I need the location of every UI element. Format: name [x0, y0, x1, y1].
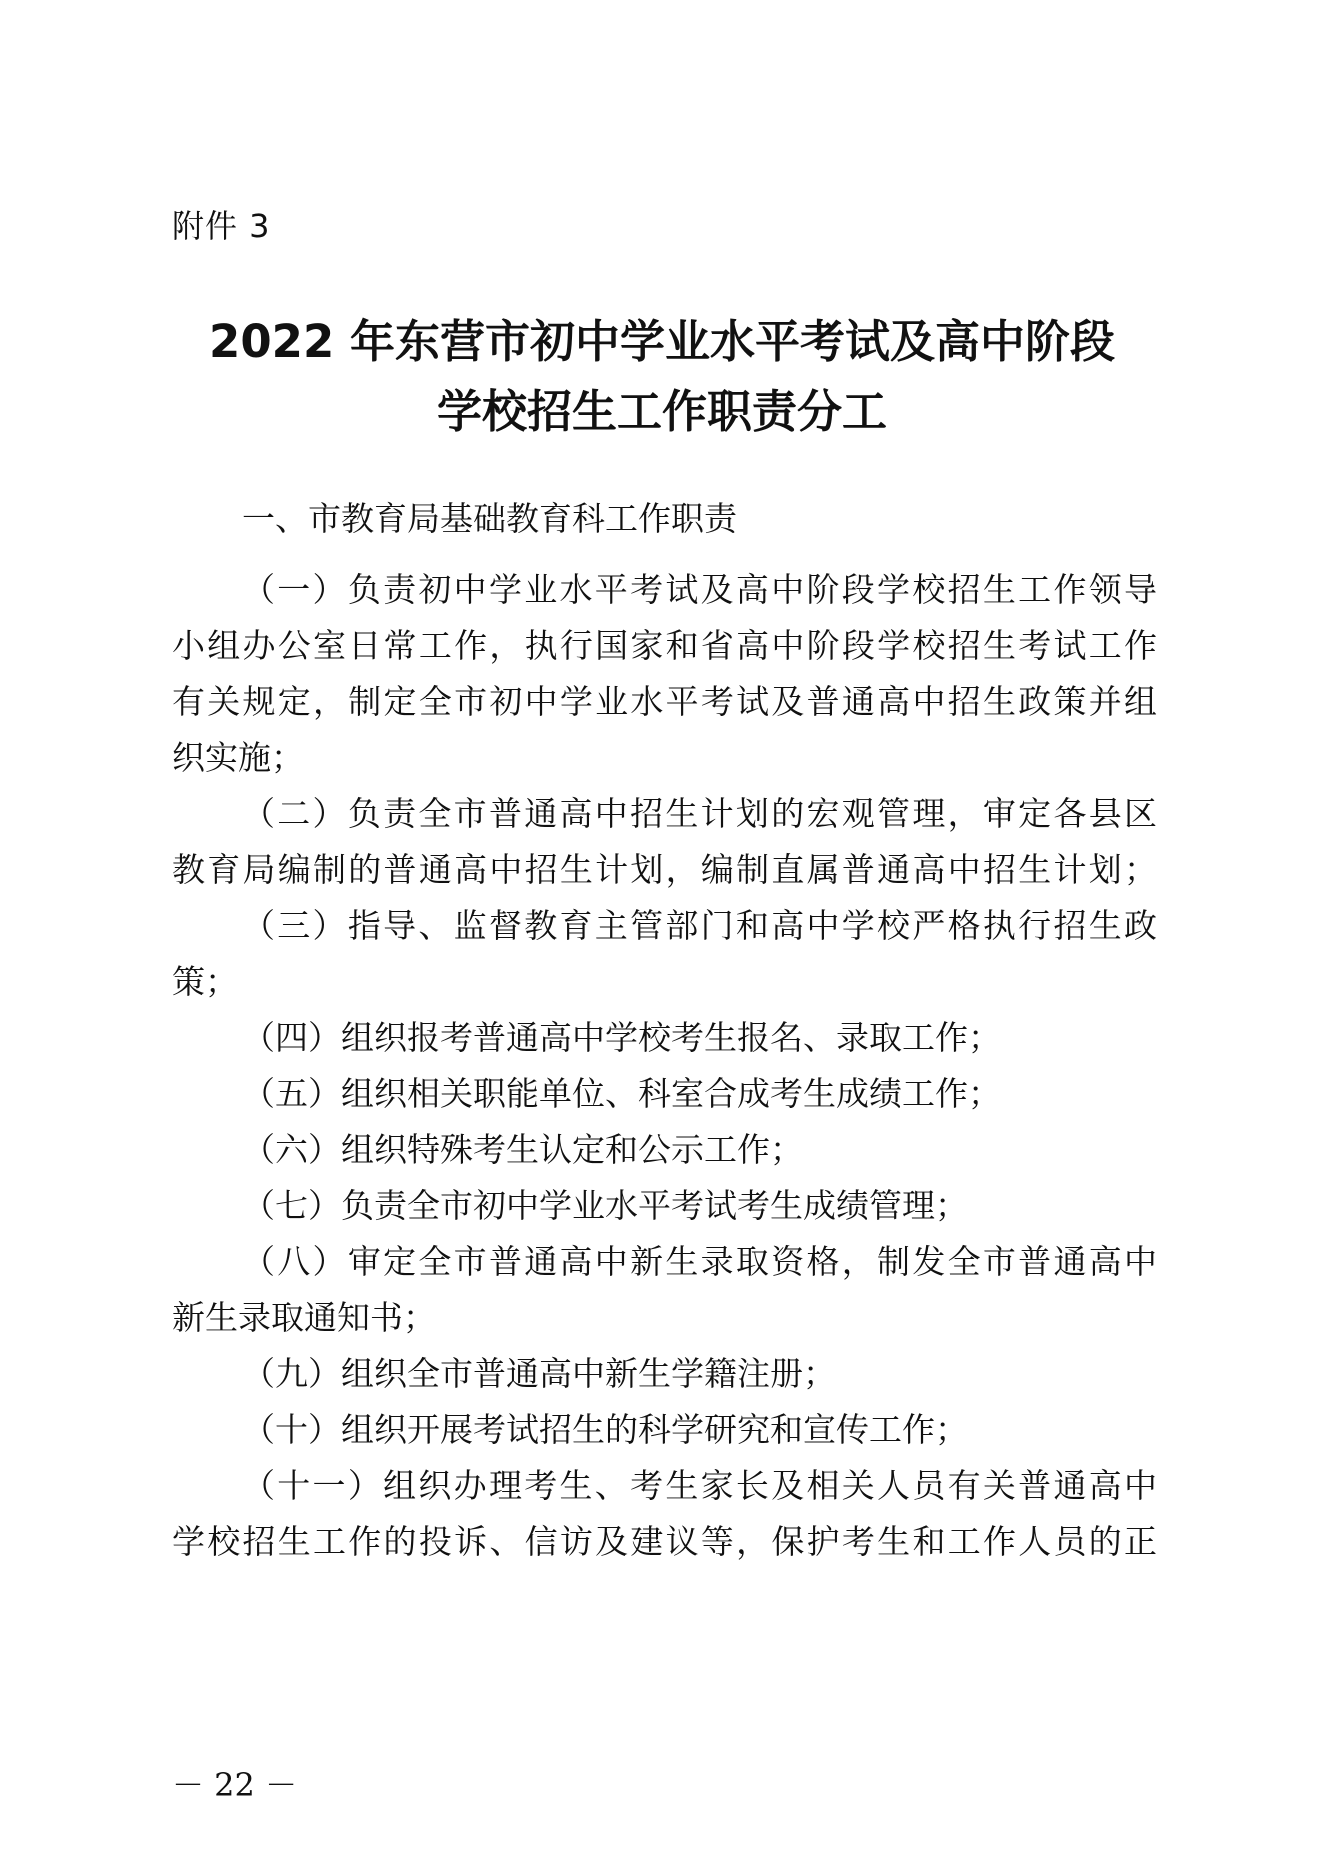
body-line: 策；: [172, 962, 238, 1001]
body-line: （九）组织全市普通高中新生学籍注册；: [242, 1354, 836, 1393]
body-line: （六）组织特殊考生认定和公示工作；: [242, 1130, 803, 1169]
body-line: （二）负责全市普通高中招生计划的宏观管理，审定各县区: [242, 794, 1157, 833]
body-line: 织实施；: [172, 738, 304, 777]
body-line: （四）组织报考普通高中学校考生报名、录取工作；: [242, 1018, 1001, 1057]
body-line: 新生录取通知书；: [172, 1298, 436, 1337]
document-title-line-1: 2022 年东营市初中学业水平考试及高中阶段: [209, 315, 1115, 368]
body-line: 教育局编制的普通高中招生计划，编制直属普通高中招生计划；: [172, 850, 1157, 889]
section-heading: 一、市教育局基础教育科工作职责: [242, 499, 737, 538]
body-line: 有关规定，制定全市初中学业水平考试及普通高中招生政策并组: [172, 682, 1157, 721]
body-line: （五）组织相关职能单位、科室合成考生成绩工作；: [242, 1074, 1001, 1113]
body-line: （三）指导、监督教育主管部门和高中学校严格执行招生政: [242, 906, 1157, 945]
body-line: 小组办公室日常工作，执行国家和省高中阶段学校招生考试工作: [172, 626, 1157, 665]
attachment-label: 附件 3: [172, 207, 271, 245]
body-line: （一）负责初中学业水平考试及高中阶段学校招生工作领导: [242, 570, 1157, 609]
document-title-line-2: 学校招生工作职责分工: [436, 385, 887, 438]
body-line: （八）审定全市普通高中新生录取资格，制发全市普通高中: [242, 1242, 1157, 1281]
body-line: （十一）组织办理考生、考生家长及相关人员有关普通高中: [242, 1466, 1157, 1505]
body-line: （七）负责全市初中学业水平考试考生成绩管理；: [242, 1186, 968, 1225]
page-number: － 22 －: [172, 1766, 298, 1804]
body-line: （十）组织开展考试招生的科学研究和宣传工作；: [242, 1410, 968, 1449]
body-line: 学校招生工作的投诉、信访及建议等，保护考生和工作人员的正: [172, 1522, 1157, 1561]
